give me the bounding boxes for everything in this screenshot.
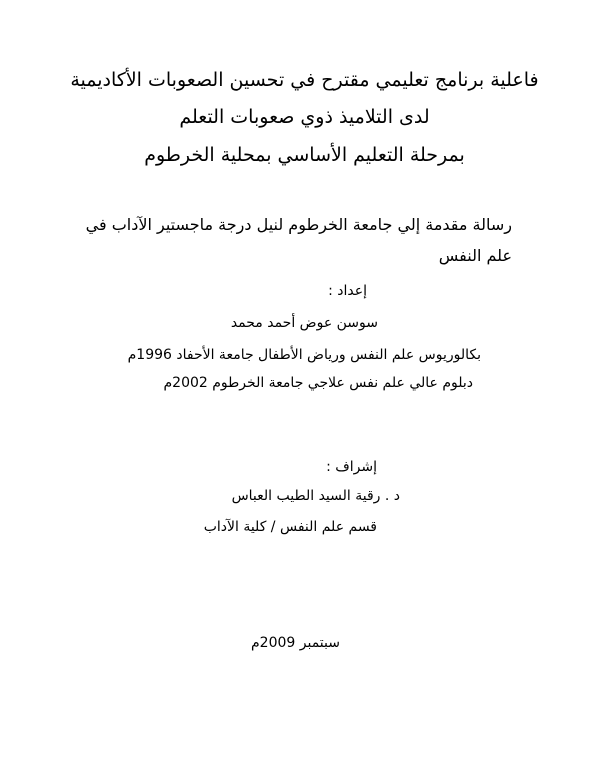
preparation-label: إعداد : [328,283,367,299]
supervisor-name: د . رقية السيد الطيب العباس [231,488,400,504]
author-degree-1: بكالوريوس علم النفس ورياض الأطفال جامعة الأحفاد 1996م [127,347,481,363]
title-line-2: لدى التلاميذ ذوي صعوبات التعلم [179,106,430,128]
thesis-line-1: رسالة مقدمة إلي جامعة الخرطوم لنيل درجة ماجستير الآداب في [85,215,512,234]
title-line-3: بمرحلة التعليم الأساسي بمحلية الخرطوم [144,144,465,166]
title-line-1: فاعلية برنامج تعليمي مقترح في تحسين الصعوبات الأكاديمية [70,69,539,91]
author-degree-2: دبلوم عالي علم نفس علاجي جامعة الخرطوم 2002م [163,375,473,391]
author-name: سوسن عوض أحمد محمد [230,315,378,331]
supervision-label: إشراف : [326,459,377,475]
thesis-line-2: علم النفس [438,246,512,265]
department: قسم علم النفس / كلية الآداب [203,519,377,535]
date: سبتمبر 2009م [251,635,340,651]
